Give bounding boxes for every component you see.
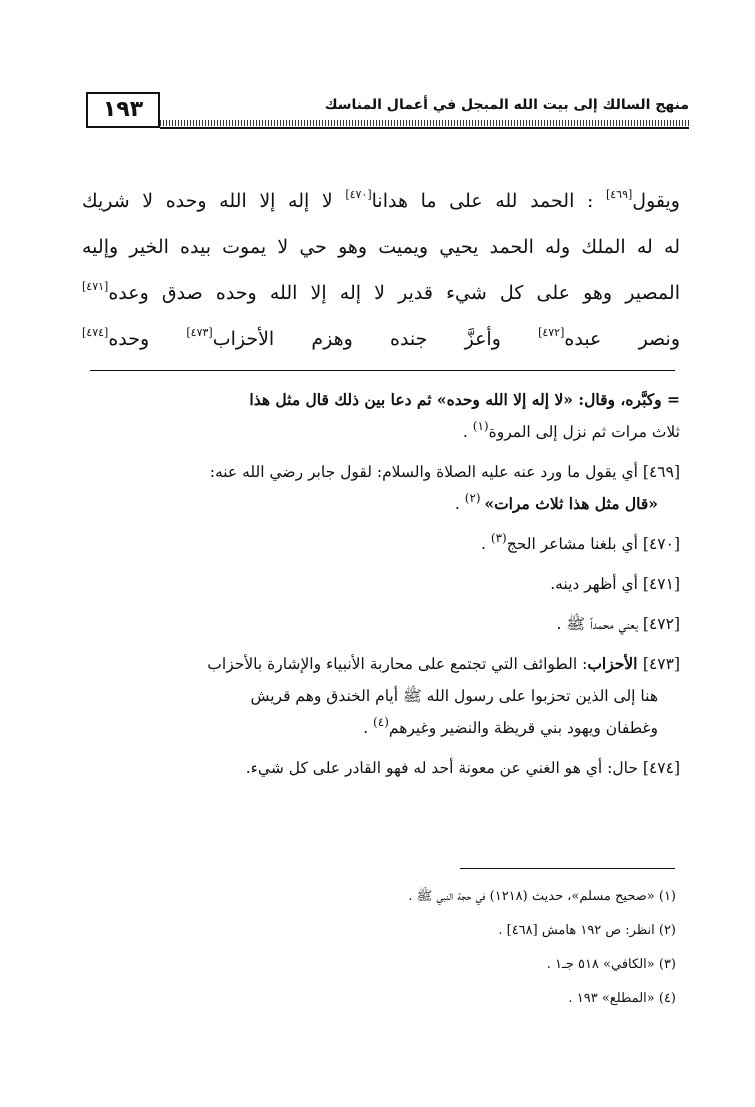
ref-474: [٤٧٤] [82,326,109,339]
header-rule [160,127,689,129]
main-line-3: المصير وهو على كل شيء قدير لا إله إلا الله وحده صدق وعده[٤٧١] [82,280,680,304]
ref-469: [٤٦٩] [605,188,633,201]
ref-473: [٤٧٣] [186,326,213,339]
notes-separator [90,370,675,371]
main-text [82,178,680,362]
main-line-1: ويقول[٤٦٩] : الحمد لله على ما هدانا[٤٧٠] لا إله إلا الله وحده لا شريك [82,188,680,212]
main-line-2: له له الملك وله الحمد يحيي ويميت وهو حي لا يموت بيده الخير وإليه [82,236,680,258]
footnotes [200,880,676,1016]
footnote-3: (٣) «الكافي» ٥١٨ جـ١ . [546,957,676,972]
page-header [86,92,689,132]
note-472: [٤٧٢] يعني محمداً ﷺ . [556,615,680,633]
commentary-notes [82,384,680,792]
note-474: [٤٧٤] حال: أي هو الغني عن معونة أحد له فهو القادر على كل شيء. [245,759,680,777]
ref-470: [٤٧٠] [345,188,372,201]
main-line-4: ونصر عبده[٤٧٢] وأعزَّ جنده وهزم الأحزاب[٤٧٣] وحده[٤٧٤] [82,326,680,350]
footnote-marker-2: (٢) [464,491,485,505]
running-title: منهج السالك إلى بيت الله المبجل في أعمال المناسك [324,97,689,113]
note-continuation: = وكبَّره، وقال: «لا إله إلا الله وحده» ثم دعا بين ذلك قال مثل هذا ثلاث مرات ثم نزل إلى المروة$^{(١)}$ . [249,390,680,441]
header-dotted-rule [160,120,689,126]
page-number: ١٩٣ [86,92,160,128]
footnote-1: (١) «صحيح مسلم»، حديث (١٢١٨) في حجة النبي ﷺ . [408,889,676,904]
ref-471: [٤٧١] [82,280,109,293]
note-473: [٤٧٣] الأحزاب: الطوائف التي تجتمع على محاربة الأنبياء والإشارة بالأحزاب هنا إلى الذين تحزبوا على رسول الله ﷺ أيام الخندق وهم قريش وغطفان ويهود بني قريظة والنضير وغيرهم$^{(٤)}$ . [207,654,680,737]
footnote-separator [460,868,675,869]
ref-472: [٤٧٢] [538,326,565,339]
note-470: [٤٧٠] أي بلغنا مشاعر الحج$^{(٣)}$ . [481,531,680,553]
footnote-marker-3: (٣) [490,531,507,545]
note-471: [٤٧١] أي أظهر دينه. [550,575,680,593]
footnote-2: (٢) انظر: ص ١٩٢ هامش [٤٦٨] . [498,923,676,938]
footnote-4: (٤) «المطلع» ١٩٣ . [568,991,676,1006]
footnote-marker-1: (١) [472,419,489,433]
note-469: [٤٦٩] أي يقول ما ورد عنه عليه الصلاة والسلام: لقول جابر رضي الله عنه: «قال مثل هذا ثلاث مرات» $^{(٢)}$ . [209,463,680,513]
footnote-marker-4: (٤) [373,715,389,729]
